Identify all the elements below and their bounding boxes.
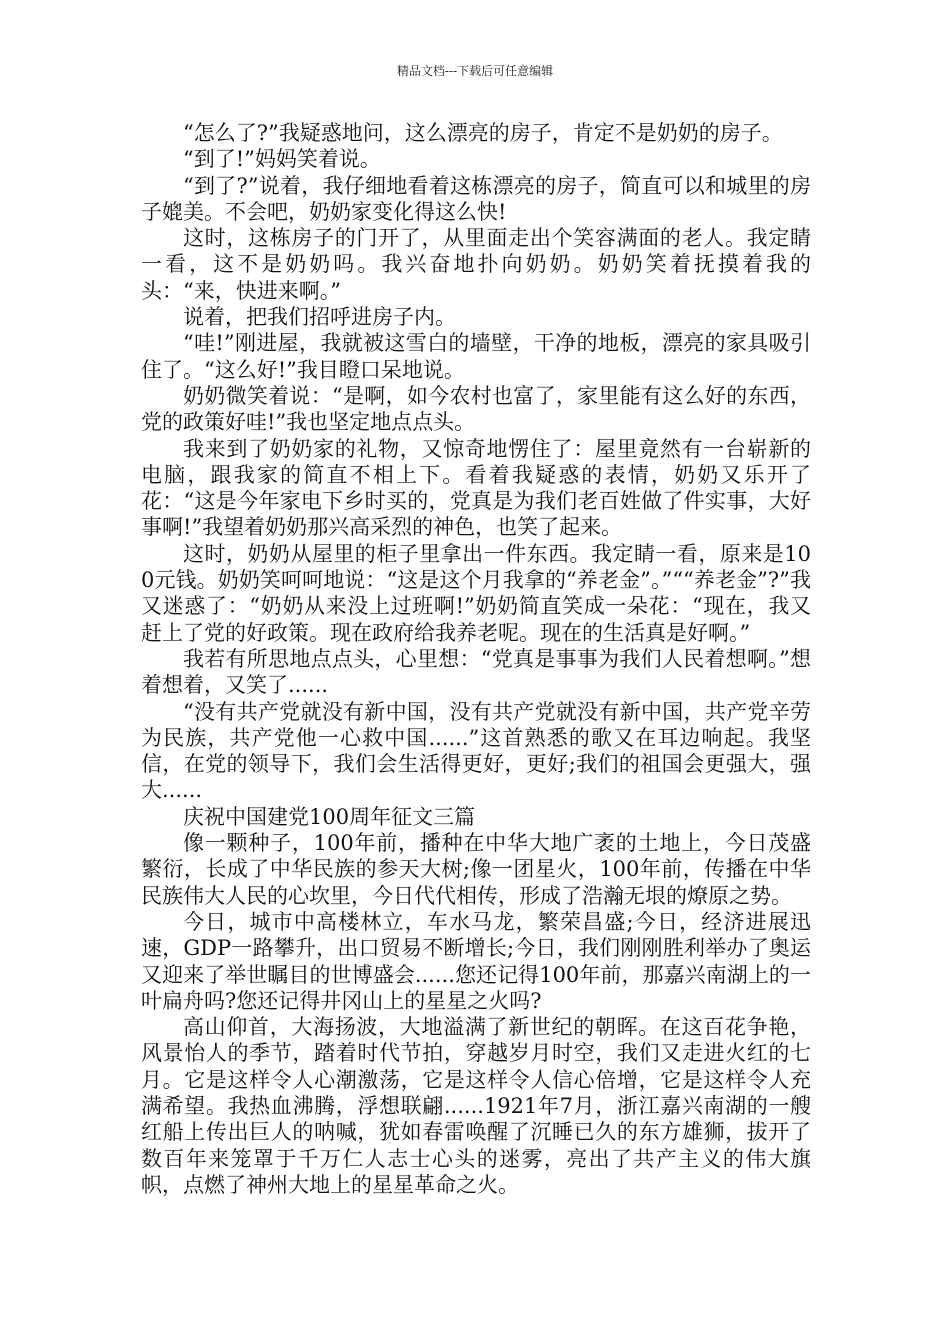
paragraph-4: 这时，这栋房子的门开了，从里面走出个笑容满面的老人。我定睛一看，这不是奶奶吗。我兴奋地扑向奶奶。奶奶笑着抚摸着我的头：“来，快进来啊。”: [141, 226, 811, 303]
paragraph-2: “到了!”妈妈笑着说。: [183, 147, 381, 172]
essay-title: 庆祝中国建党100周年征文三篇: [183, 804, 476, 829]
paragraph-8: 我来到了奶奶家的礼物，又惊奇地愣住了：屋里竟然有一台崭新的电脑，跟我家的简直不相上下。看着我疑惑的表情，奶奶又乐开了花：“这是今年家电下乡时买的，党真是为我们老百姓做了件实事，大好事啊!”我望着奶奶那兴高采烈的神色，也笑了起来。: [141, 436, 811, 540]
document-body: [141, 120, 811, 1198]
page-header: 精品文档---下载后可任意编辑: [396, 64, 554, 78]
paragraph-10: 我若有所思地点点头，心里想：“党真是事事为我们人民着想啊。”想着想着，又笑了......: [141, 646, 811, 698]
paragraph-3: “到了?”说着，我仔细地看着这栋漂亮的房子，简直可以和城里的房子媲美。不会吧，奶奶家变化得这么快!: [141, 173, 811, 224]
paragraph-7: 奶奶微笑着说：“是啊，如今农村也富了，家里能有这么好的东西，党的政策好哇!”我也坚定地点点头。: [141, 383, 811, 435]
paragraph-11: “没有共产党就没有新中国，没有共产党就没有新中国，共产党辛劳为民族，共产党他一心救中国......”这首熟悉的歌又在耳边响起。我坚信，在党的领导下，我们会生活得更好，更好;我们的祖国会更强大，强大......: [141, 699, 811, 803]
paragraph-13: 今日，城市中高楼林立，车水马龙，繁荣昌盛;今日，经济进展迅速，GDP一路攀升，出口贸易不断增长;今日，我们刚刚胜利举办了奥运又迎来了举世瞩目的世博盛会......您还记得100年前，那嘉兴南湖上的一叶扁舟吗?您还记得井冈山上的星星之火吗?: [141, 909, 811, 1013]
paragraph-9: 这时，奶奶从屋里的柜子里拿出一件东西。我定睛一看，原来是100元钱。奶奶笑呵呵地说：“这是这个月我拿的“养老金”。”““养老金”?”我又迷惑了：“奶奶从来没上过班啊!”奶奶简直笑成一朵花：“现在，我又赶上了党的好政策。现在政府给我养老呢。现在的生活真是好啊。”: [141, 541, 811, 645]
paragraph-14: 高山仰首，大海扬波，大地溢满了新世纪的朝晖。在这百花争艳，风景怡人的季节，踏着时代节拍，穿越岁月时空，我们又走进火红的七月。它是这样令人心潮激荡，它是这样令人信心倍增，它是这样令人充满希望。我热血沸腾，浮想联翩......1921年7月，浙江嘉兴南湖的一艘红船上传出巨人的呐喊，犹如春雷唤醒了沉睡已久的东方雄狮，拔开了数百年来笼罩于千万仁人志士心头的迷雾，亮出了共产主义的伟大旗帜，点燃了神州大地上的星星革命之火。: [141, 1015, 811, 1197]
paragraph-5: 说着，把我们招呼进房子内。: [183, 305, 456, 330]
paragraph-12: 像一颗种子，100年前，播种在中华大地广袤的土地上，今日茂盛繁衍，长成了中华民族的参天大树;像一团星火，100年前，传播在中华民族伟大人民的心坎里，今日代代相传，形成了浩瀚无垠的燎原之势。: [141, 831, 811, 908]
paragraph-6: “哇!”刚进屋，我就被这雪白的墙壁，干净的地板，漂亮的家具吸引住了。“这么好!”我目瞪口呆地说。: [141, 331, 811, 382]
paragraph-1: “怎么了?”我疑惑地问，这么漂亮的房子，肯定不是奶奶的房子。: [183, 121, 783, 145]
